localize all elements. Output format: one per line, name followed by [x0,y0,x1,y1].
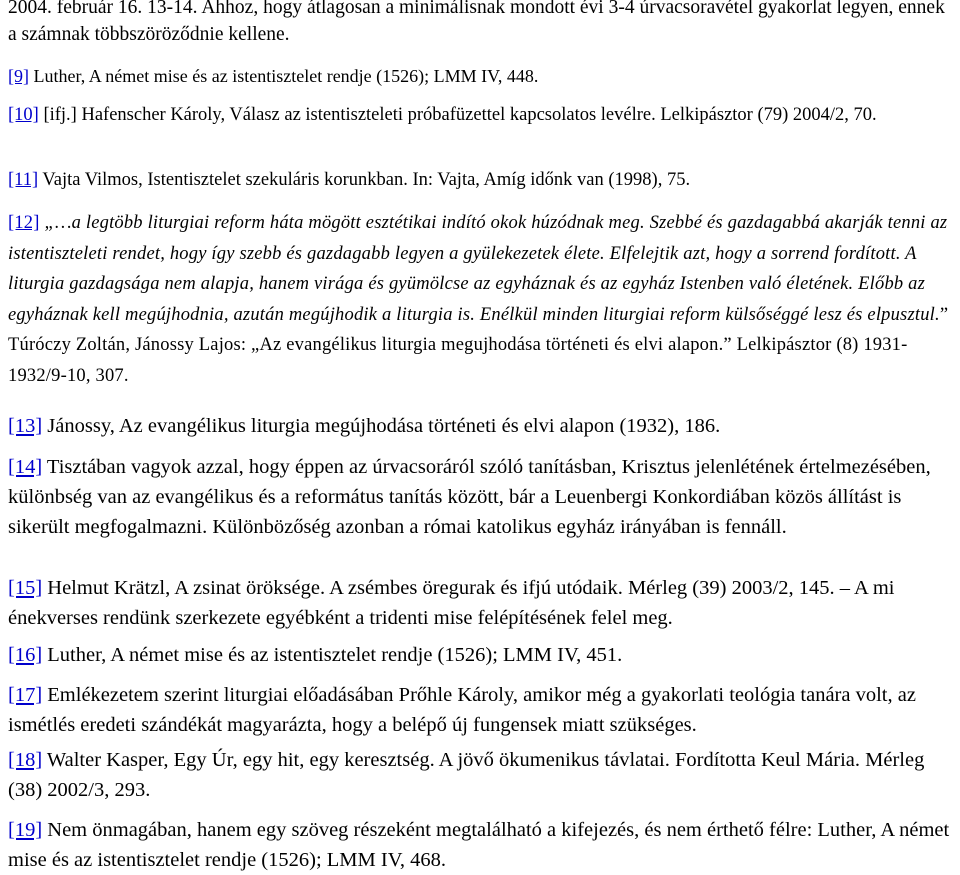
footnote-19 [8,815,956,875]
footnote-10-link[interactable]: [10] [8,105,39,125]
footnote-19-link[interactable]: [19] [8,819,43,841]
footnote-15-link[interactable]: [15] [8,577,43,599]
footnote-9-text: Luther, A német mise és az istentisztelet rendje (1526); LMM IV, 448. [29,66,539,86]
footnote-9 [8,64,956,88]
footnote-13-text: Jánossy, Az evangélikus liturgia megújhodása történeti és elvi alapon (1932), 186. [42,415,721,437]
footnote-14-link[interactable]: [14] [8,456,43,478]
footnote-13 [8,412,956,440]
footnote-17 [8,680,956,740]
footnote-10-text: [ifj.] Hafenscher Károly, Válasz az istentiszteleti próbafüzettel kapcsolatos levélre. Lelkipásztor (79) 2004/2, 70. [38,105,877,125]
footnote-11 [8,167,956,193]
footnote-9-link[interactable]: [9] [8,66,29,86]
footnote-18 [8,745,956,805]
footnote-12-link[interactable]: [12] [8,213,40,233]
footnote-15-text: Helmut Krätzl, A zsinat öröksége. A zsémbes öregurak és ifjú utódaik. Mérleg (39) 2003/2, 145. – A mi énekverses rendünk szerkezete egyébként a tridenti mise felépítésének felel meg. [8,577,895,629]
footnote-14 [8,452,956,542]
footnote-18-link[interactable]: [18] [8,749,43,771]
footnote-17-link[interactable]: [17] [8,684,43,706]
footnote-15 [8,573,956,633]
footnote-14-text: Tisztában vagyok azzal, hogy éppen az úrvacsoráról szóló tanításban, Krisztus jelenlétének értelmezésében, különbség van az evangélikus és a református tanítás között, bár a Leuenbergi Konkordiában közös állítást is sikerült megfogalmazni. Különbözőség azonban a római katolikus egyház irányában is fennáll. [8,456,931,538]
footnote-12-quote: „…a legtöbb liturgiai reform háta mögött esztétikai indító okok húzódnak meg. Szebbé és gazdagabbá akarják tenni az istentiszteleti rendet, hogy így szebb és gazdagabb legyen a gyülekezetek élete. Elfelejtik azt, hogy a sorrend fordított. A liturgia gazdagsága nem alapja, hanem virága és gyümölcse az egyháznak és az egyház Istenben való életének. Előbb az egyháznak kell megújhodnia, azután megújhodik a liturgia is. Enélkül minden liturgiai reform külsőséggé lesz és elpusztul. [8,213,948,325]
footnote-17-text: Emlékezetem szerint liturgiai előadásában Prőhle Károly, amikor még a gyakorlati teológia tanára volt, az ismétlés eredeti szándékát magyarázta, hogy a belépő új fungensek miatt szükséges. [8,684,916,736]
footnote-18-text: Walter Kasper, Egy Úr, egy hit, egy keresztség. A jövő ökumenikus távlatai. Fordította Keul Mária. Mérleg (38) 2002/3, 293. [8,749,925,801]
footnote-16 [8,641,956,669]
footnote-16-text: Luther, A német mise és az istentisztelet rendje (1526); LMM IV, 451. [42,644,623,666]
footnote-16-link[interactable]: [16] [8,644,43,666]
footnote-11-text: Vajta Vilmos, Istentisztelet szekuláris korunkban. In: Vajta, Amíg időnk van (1998), 75. [38,170,691,190]
footnote-13-link[interactable]: [13] [8,415,43,437]
footnote-12-text: ” Túróczy Zoltán, Jánossy Lajos: „Az evangélikus liturgia megujhodása történeti és elvi alapon.” Lelkipásztor (8) 1931-1932/9-10, 307. [8,304,949,386]
footnote-10 [8,102,956,128]
footnote-8-continuation: 2004. február 16. 13-14. Ahhoz, hogy átlagosan a minimálisnak mondott évi 3-4 úrvacsoravétel gyakorlat legyen, ennek a számnak többszöröződnie kellene. [8,0,945,45]
footnote-19-text: Nem önmagában, hanem egy szöveg részeként megtalálható a kifejezés, és nem érthető félre: Luther, A német mise és az istentisztelet rendje (1526); LMM IV, 468. [8,819,950,871]
footnote-12 [8,208,956,391]
footnote-11-link[interactable]: [11] [8,170,39,190]
